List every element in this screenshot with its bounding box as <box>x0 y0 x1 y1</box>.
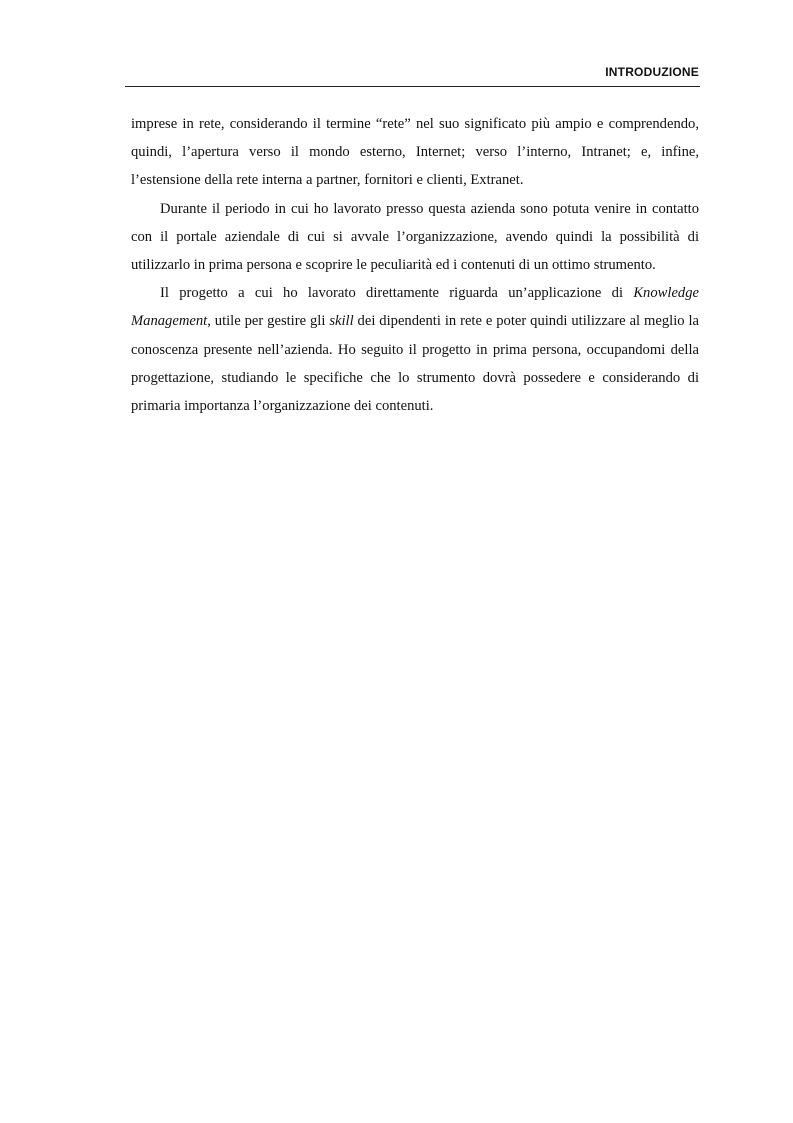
term-knowledge-management: Knowledge Management <box>131 285 699 330</box>
paragraph-2: Durante il periodo in cui ho lavorato presso questa azienda sono potuta venire in contatto con il portale aziendale di cui si avvale l’organizzazione, avendo quindi la possibilità di utilizzarlo in prima persona e scoprire le peculiarità ed i contenuti di un ottimo strumento. <box>131 200 699 274</box>
paragraph-1: imprese in rete, considerando il termine “rete” nel suo significato più ampio e comprendendo, quindi, l’apertura verso il mondo esterno, Internet; verso l’interno, Intranet; e, infine, l’estensione della rete interna a partner, fornitori e clienti, Extranet. <box>131 116 699 189</box>
paragraph-3-text-a: Il progetto a cui ho lavorato direttamente riguarda un’applicazione di <box>160 285 634 302</box>
paragraph-3-text-b: , utile per gestire gli <box>207 313 330 330</box>
body-text <box>131 110 699 420</box>
term-skill: skill <box>329 313 354 330</box>
running-header <box>125 62 700 87</box>
paragraph-3-text-c: dei dipendenti in rete e poter quindi utilizzare al meglio la conoscenza presente nell’azienda. Ho seguito il progetto in prima persona, occupandomi della progettazione, studiando le specifiche che lo strumento dovrà possedere e considerando di primaria importanza l’organizzazione dei contenuti. <box>131 313 699 415</box>
paragraph-3 <box>131 279 699 420</box>
section-title: INTRODUZIONE <box>605 65 699 79</box>
